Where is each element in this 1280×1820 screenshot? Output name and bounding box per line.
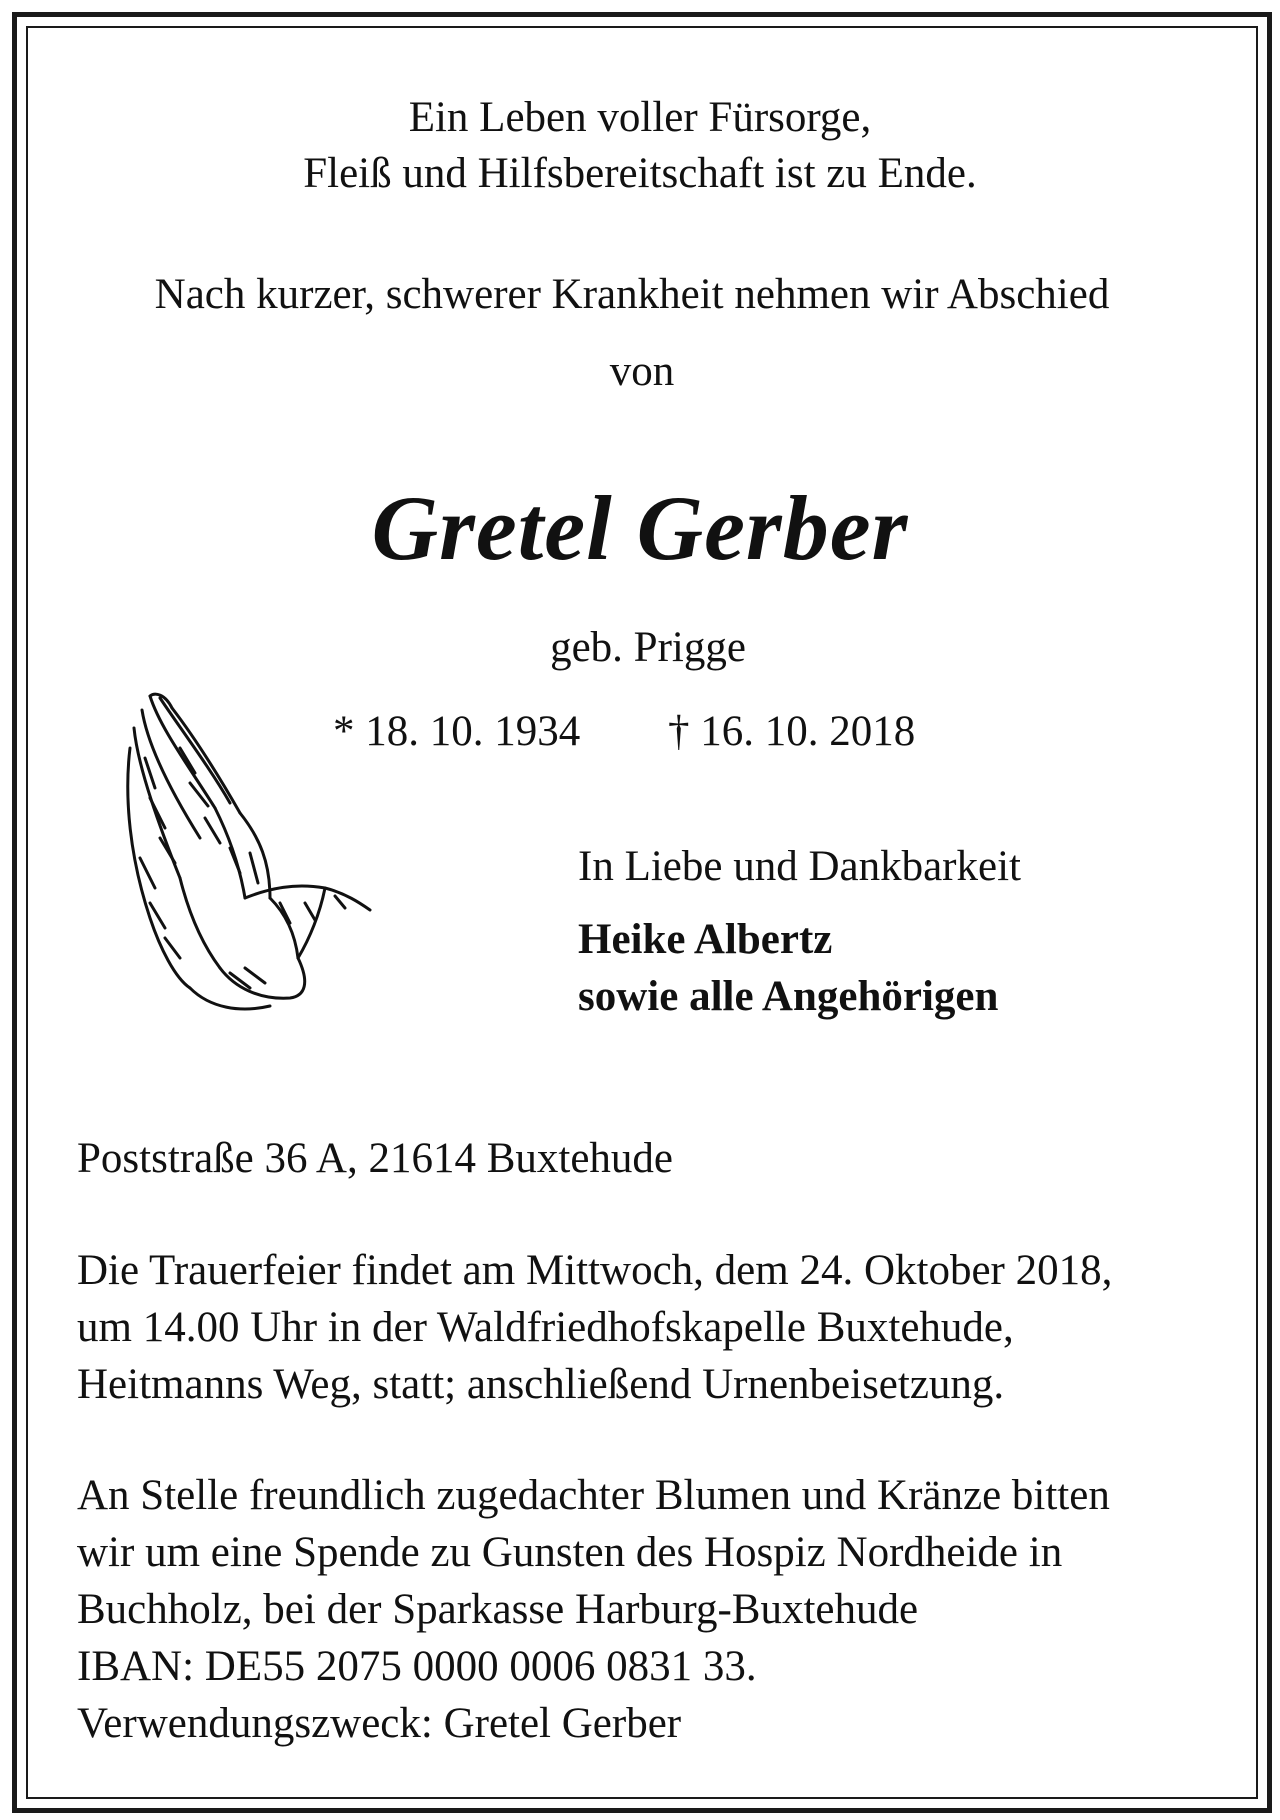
ceremony-line-1: Die Trauerfeier findet am Mittwoch, dem 24. Oktober 2018, [77,1247,1113,1294]
donation-reference: Verwendungszweck: Gretel Gerber [77,1700,682,1747]
ceremony-line-2: um 14.00 Uhr in der Waldfriedhofskapelle Buxtehude, [77,1304,1014,1351]
donation-iban: IBAN: DE55 2075 0000 0006 0831 33. [77,1643,757,1690]
mourners-relatives: sowie alle Angehörigen [578,973,999,1020]
mourner-name: Heike Albertz [578,916,833,963]
praying-hands-icon [120,688,380,1018]
intro-line-2: Fleiß und Hilfsbereitschaft ist zu Ende. [303,150,977,197]
donation-line-2: wir um eine Spende zu Gunsten des Hospiz Nordheide in [77,1529,1063,1576]
address: Poststraße 36 A, 21614 Buxtehude [77,1135,673,1182]
birth-date: * 18. 10. 1934 [333,708,581,755]
donation-line-3: Buchholz, bei der Sparkasse Harburg-Buxtehude [77,1586,919,1633]
farewell-line-2: von [609,348,675,395]
intro-line-1: Ein Leben voller Fürsorge, [408,94,872,141]
farewell-line-1: Nach kurzer, schwerer Krankheit nehmen wir Abschied [154,271,1110,318]
birth-name: geb. Prigge [550,624,746,671]
mourners-intro: In Liebe und Dankbarkeit [578,843,1021,890]
donation-line-1: An Stelle freundlich zugedachter Blumen und Kränze bitten [77,1472,1110,1519]
death-date: † 16. 10. 2018 [668,708,916,755]
ceremony-line-3: Heitmanns Weg, statt; anschließend Urnenbeisetzung. [77,1361,1005,1408]
deceased-name: Gretel Gerber [371,477,909,579]
